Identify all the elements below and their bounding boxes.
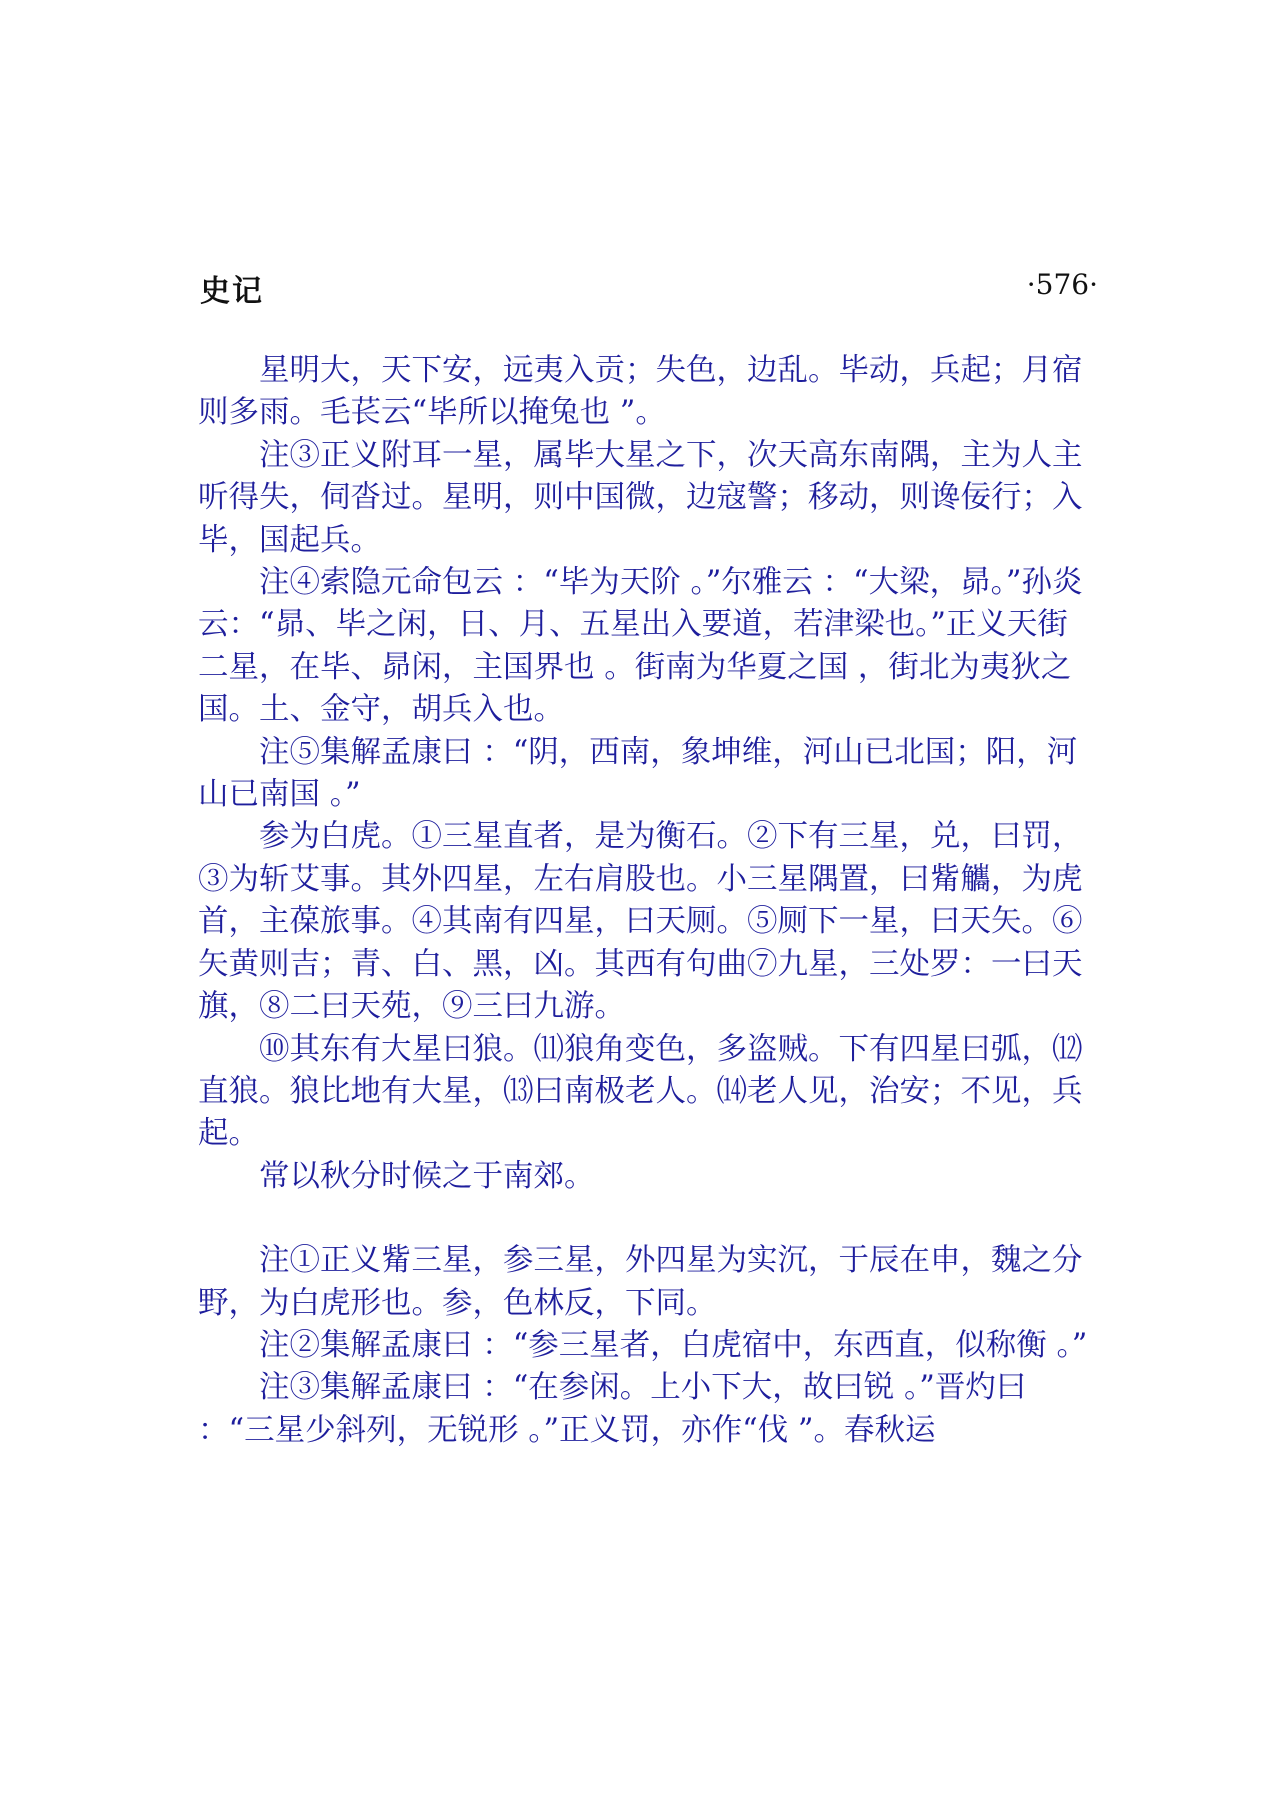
paragraph: 注③正义附耳一星，属毕大星之下，次天高东南隅，主为人主听得失，伺沓过。星明，则中国微，边寇警；移动，则谗佞行；入毕，国起兵。 bbox=[198, 437, 1083, 558]
page-header bbox=[200, 266, 1098, 309]
paragraph: 注③集解孟康曰 ：“在参闲。上小下大，故曰锐 。”晋灼曰 ：“三星少斜列，无锐形 。”正义罚，亦作“伐 ”。春秋运 bbox=[198, 1370, 1027, 1448]
paragraph-gap bbox=[198, 1198, 1098, 1240]
page-number: ·576· bbox=[1026, 268, 1098, 301]
paragraph: 星明大，天下安，远夷入贡；失色，边乱。毕动，兵起；月宿则多雨。毛苌云“毕所以掩兔也 ”。 bbox=[198, 353, 1083, 431]
paragraph: 注②集解孟康曰 ：“参三星者，白虎宿中，东西直，似称衡 。” bbox=[259, 1327, 1088, 1363]
paragraph: 注④索隐元命包云 ：“毕为天阶 。”尔雅云 ：“大梁，昴。”孙炎云：“昴、毕之闲，日、月、五星出入要道，若津梁也。”正义天街二星，在毕、昴闲，主国界也 。街南为华夏之国 ，街北为夷狄之国。土、金守，胡兵入也。 bbox=[198, 565, 1083, 728]
book-title: 史记 bbox=[200, 274, 264, 309]
paragraph: 注⑤集解孟康曰 ：“阴，西南，象坤维，河山已北国；阳，河山已南国 。” bbox=[198, 734, 1078, 813]
page-body bbox=[198, 350, 1098, 1452]
paragraph: 注①正义觜三星，参三星，外四星为实沉，于辰在申，魏之分野，为白虎形也。参，色林反，下同。 bbox=[198, 1243, 1083, 1321]
paragraph: ⑩其东有大星曰狼。⑾狼角变色，多盗贼。下有四星曰弧，⑿直狼。狼比地有大星，⒀曰南极老人。⒁老人见，治安；不见，兵起。 bbox=[198, 1031, 1083, 1152]
paragraph: 参为白虎。①三星直者，是为衡石。②下有三星，兑，曰罚，③为斩艾事。其外四星，左右肩股也。小三星隅置，曰觜觿，为虎首，主葆旅事。④其南有四星，曰天厕。⑤厕下一星，曰天矢。⑥矢黄则吉；青、白、黑，凶。其西有句曲⑦九星，三处罗：一曰天旗，⑧二曰天苑，⑨三曰九游。 bbox=[198, 819, 1083, 1025]
paragraph: 常以秋分时候之于南郊。 bbox=[259, 1158, 595, 1194]
